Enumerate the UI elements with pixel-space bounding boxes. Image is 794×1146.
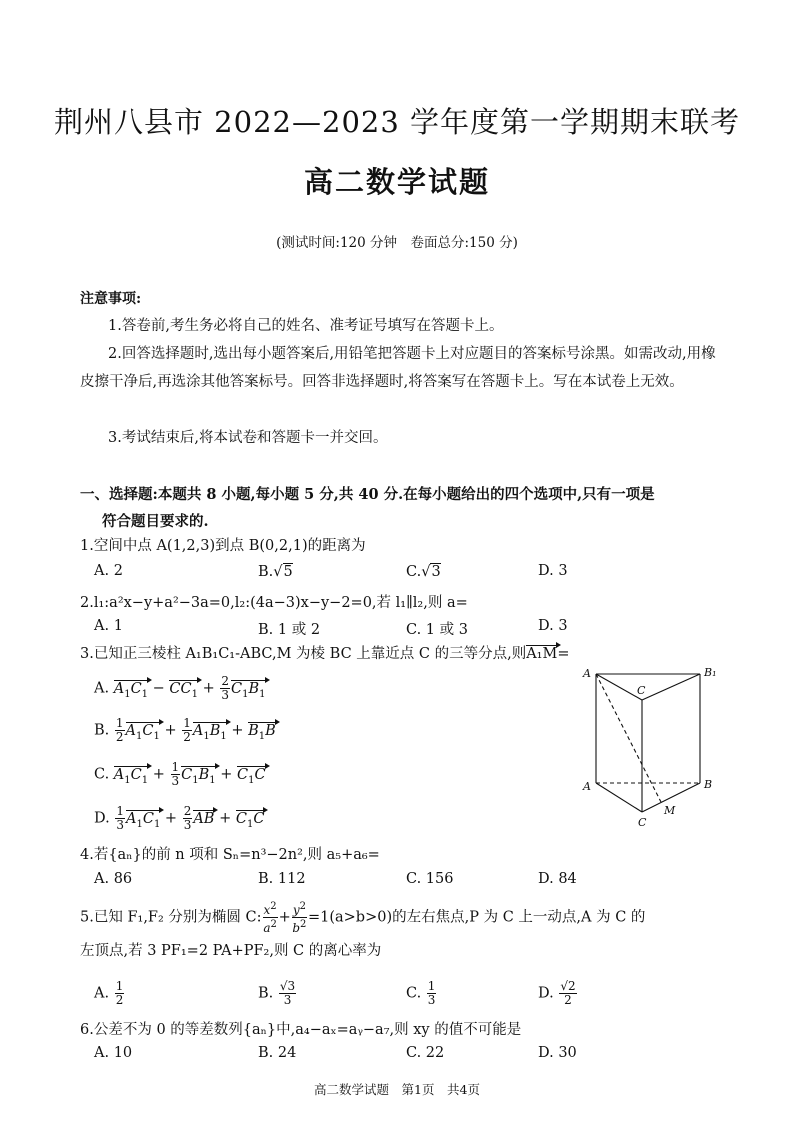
exam-time-info: (测试时间:120 分钟 卷面总分:150 分): [276, 235, 518, 251]
prism-figure: [580, 664, 730, 834]
notice-item-2: 2.回答选择题时,选出每小题答案后,用铅笔把答题卡上对应题目的答案标号涂黑。如需改动,用橡皮擦干净后,再选涂其他答案标号。回答非选择题时,将答案写在答题卡上。写在本试卷上无效。: [80, 346, 716, 390]
section-1-line-2: 符合题目要求的.: [102, 513, 209, 530]
question-3-option-b: B. $\frac{1}{2}$ $A_1C_1$ + $\frac{1}{2}$ $A_1B_1 + B_1B$: [94, 716, 276, 744]
question-6-stem: 6.公差不为 0 的等差数列{aₙ}中,a₄−aₓ=aᵧ−a₇,则 xy 的值不可能是: [80, 1022, 522, 1038]
question-2-option-d: D. 3: [538, 618, 568, 634]
question-5-line-2: 左顶点,若 3 PF₁=2 PA+PF₂,则 C 的离心率为: [80, 943, 382, 959]
page-footer: 高二数学试题 第1页 共4页: [314, 1082, 480, 1097]
question-6-option-a: A. 10: [94, 1045, 133, 1061]
label-b1: B₁: [704, 666, 717, 679]
label-a: A: [583, 780, 591, 793]
question-4-stem: 4.若{aₙ}的前 n 项和 Sₙ=n³−2n²,则 a₅+a₆=: [80, 847, 380, 863]
question-3-option-a: A. $A_1C_1 - CC_1$ + $\frac{2}{3}$ $C_1B_1$: [94, 674, 266, 702]
question-4-option-d: D. 84: [538, 871, 577, 887]
label-a1: A: [583, 667, 591, 680]
question-3-option-d: D. $\frac{1}{3}$ $A_1C_1$ + $\frac{2}{3}$ AB + $C_1C$: [94, 804, 265, 832]
question-2-option-b: B. 1 或 2: [258, 622, 321, 638]
label-b: B: [704, 778, 713, 791]
vector-a1m: A₁M: [526, 646, 558, 662]
question-4-option-c: C. 156: [406, 871, 454, 887]
notice-item-3: 3.考试结束后,将本试卷和答题卡一并交回。: [108, 430, 388, 446]
edge-ac: [596, 783, 642, 812]
notice-heading: 注意事项:: [80, 291, 142, 307]
question-2-option-a: A. 1: [94, 618, 123, 634]
question-3-stem: 3.已知正三棱柱 A₁B₁C₁-ABC,M 为棱 BC 上靠近点 C 的三等分点,则A₁M=: [80, 646, 570, 662]
label-m: M: [664, 804, 676, 817]
notice-item-1: 1.答卷前,考生务必将自己的姓名、准考证号填写在答题卡上。: [108, 318, 504, 334]
question-1-option-c: C.√3: [406, 564, 441, 580]
question-2-option-c: C. 1 或 3: [406, 622, 468, 638]
label-c1: C: [637, 684, 646, 697]
question-6-option-b: B. 24: [258, 1045, 297, 1061]
question-1-option-d: D. 3: [538, 563, 568, 579]
question-3-option-c: C. $A_1C_1$ + $\frac{1}{3}$ $C_1B_1 + C_1C$: [94, 760, 266, 788]
question-4-option-a: A. 86: [94, 871, 133, 887]
question-1-option-a: A. 2: [94, 563, 123, 579]
exam-title: 荆州八县市 2022—2023 学年度第一学期期末联考: [53, 105, 741, 139]
question-6-option-d: D. 30: [538, 1045, 577, 1061]
question-5-line-1: 5.已知 F₁,F₂ 分别为椭圆 C: $\frac{x^2}{a^2}$ + $\frac{y^2}{b^2}$ =1(a>b>0)的左右焦点,P 为 C 上一动点,A 为 C 的: [80, 901, 646, 935]
exam-subtitle: 高二数学试题: [303, 165, 490, 199]
question-1-stem: 1.空间中点 A(1,2,3)到点 B(0,2,1)的距离为: [80, 538, 366, 554]
question-2-stem: 2.l₁:a²x−y+a²−3a=0,l₂:(4a−3)x−y−2=0,若 l₁∥l₂,则 a=: [80, 595, 468, 611]
question-5-option-d: D. $\frac{√2}{2}$: [538, 979, 576, 1007]
question-4-option-b: B. 112: [258, 871, 306, 887]
label-c: C: [638, 816, 647, 829]
question-1-option-b: B.√5: [258, 564, 293, 580]
question-5-option-c: C. $\frac{1}{3}$: [406, 979, 436, 1007]
question-6-option-c: C. 22: [406, 1045, 445, 1061]
section-1-line-1: 一、选择题:本题共 8 小题,每小题 5 分,共 40 分.在每小题给出的四个选项中,只有一项是: [80, 486, 655, 503]
question-5-option-a: A. $\frac{1}{2}$: [94, 979, 124, 1007]
edge-c1b1: [642, 674, 700, 700]
section-1-heading: [80, 481, 725, 535]
question-5-option-b: B. $\frac{√3}{3}$: [258, 979, 296, 1007]
